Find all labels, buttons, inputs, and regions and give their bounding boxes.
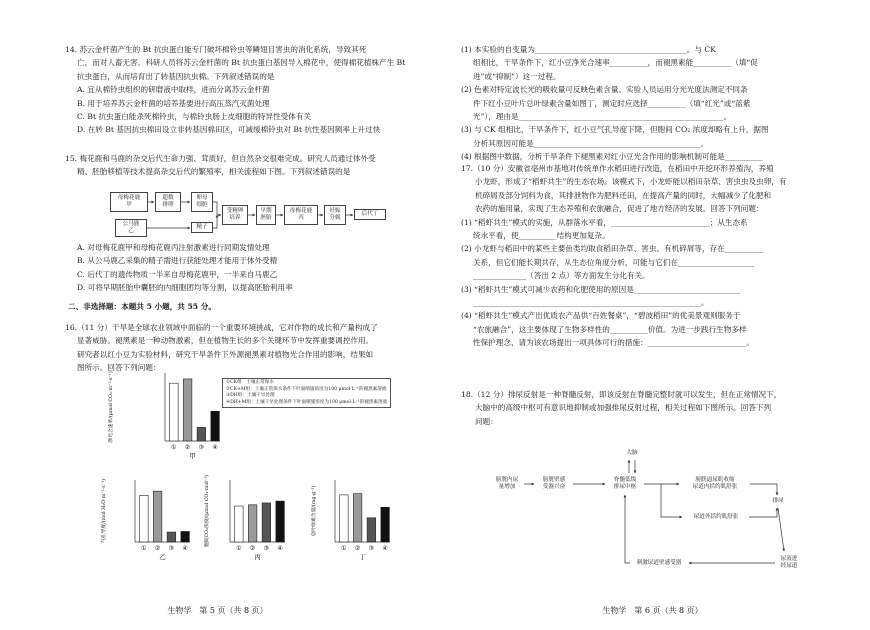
text-line: 关系，但它们能长期共存，从生态位角度分析，可能与它们在____________________ bbox=[473, 257, 754, 267]
flow-box-female-sika-deer-c: 母梅花鹿 丙 bbox=[284, 205, 318, 225]
text-line: B. 用于培养苏云金杆菌的培养基要进行高压蒸汽灭菌处理 bbox=[77, 98, 270, 108]
y-axis-label: 总叶绿素含量/(mg·g⁻¹) bbox=[312, 485, 317, 537]
flow-box-sperm: 精子 bbox=[191, 222, 213, 233]
text-line: 18.（12 分）排尿反射是一种脊髓反射，即该反射在脊髓完整时就可以发生，但在正常情况下， bbox=[461, 390, 782, 399]
x-tick-label: ② bbox=[354, 545, 361, 552]
text-line: 研究者以红小豆为实验材料，研究干旱条件下外源褪黑素对植物光合作用的影响，结果如 bbox=[77, 349, 374, 359]
text-line: 抗虫蛋白，从而培育出了转基因抗虫棉。下列叙述错误的是 bbox=[77, 71, 275, 81]
x-tick-label: ③ bbox=[263, 545, 270, 552]
bar-1 bbox=[140, 496, 149, 543]
chart-1 bbox=[100, 479, 190, 561]
text-line: (3) 与 CK 组相比，干旱条件下，红小豆气孔导度下降，但胞间 CO₂ 浓度却略有上升，据图 bbox=[461, 125, 769, 135]
x-tick-label: ① bbox=[141, 545, 147, 552]
bar-4 bbox=[181, 531, 190, 542]
bar-4 bbox=[211, 411, 220, 441]
x-tick-label: ② bbox=[184, 444, 191, 451]
chart-0 bbox=[107, 371, 220, 460]
text-line: (2) 小龙虾与稻田中的某些主要鱼类均取食稻田杂草、害虫、有机碎屑等，存在__________ bbox=[461, 244, 763, 254]
text-line: (1) 本实验的自变量为________________________________________。与 CK bbox=[461, 45, 716, 54]
bar-2 bbox=[248, 505, 257, 542]
text-line: C. 后代丁的遗传物质一半来自母梅花鹿甲，一半来自马鹿乙 bbox=[77, 269, 278, 279]
diagram-node-urine-passes: 尿液进 经尿道 bbox=[776, 553, 802, 573]
chart-title: 乙 bbox=[159, 553, 166, 561]
text-line: 分析其原因可能是____________________________________________。 bbox=[473, 138, 709, 148]
y-axis-label: 净光合速率/(μmol CO₂·m⁻²·s⁻¹) bbox=[109, 371, 114, 443]
flow-box-female-sika-deer-a: 母梅花鹿 甲 bbox=[110, 192, 148, 212]
text-line: 14. 苏云金杆菌产生的 Bt 抗虫蛋白能专门破坏棉铃虫等鳞翅目害虫的消化系统，导致其死 bbox=[65, 45, 367, 54]
legend-entry: ③DH组：土壤干旱处理 bbox=[226, 393, 275, 399]
bar-1 bbox=[235, 506, 244, 542]
diagram-node-external-sphincter: 尿道外括约肌舒张 bbox=[683, 512, 749, 523]
section-2-heading: 二、非选择题：本题共 5 小题，共 55 分。 bbox=[68, 302, 216, 311]
diagram-node-spinal-center: 脊髓低级 排尿中枢 bbox=[606, 474, 644, 494]
y-axis-label: 胞间CO₂浓度/(μmol CO₂·mol⁻¹) bbox=[205, 474, 210, 548]
text-line: D. 在转 Bt 基因抗虫棉田设立非转基因棉田区，可减缓棉铃虫对 Bt 抗性基因频率上升过快 bbox=[77, 125, 381, 135]
diagram-node-brain: 大脑 bbox=[622, 448, 642, 459]
text-line: A. 宜从棉铃虫组织的研磨液中取样，进而分离苏云金杆菌 bbox=[77, 85, 270, 95]
x-tick-label: ④ bbox=[212, 444, 218, 451]
bar-3 bbox=[197, 427, 206, 441]
bar-4 bbox=[381, 507, 390, 542]
y-axis-label: 气孔导度/(mol H₂O·m⁻²·s⁻¹) bbox=[102, 478, 107, 544]
bar-2 bbox=[153, 491, 162, 542]
bar-3 bbox=[367, 518, 376, 542]
page-6-footer: 生物学 第 6 页（共 8 页） bbox=[602, 606, 703, 615]
flow-box-zygote-culture: 受精卵 培养 bbox=[222, 205, 248, 225]
x-tick-label: ③ bbox=[368, 545, 375, 552]
bar-4 bbox=[276, 501, 285, 542]
chart-title: 甲 bbox=[189, 452, 196, 460]
text-line: 小龙虾，形成了“稻虾共生”的生态农场。该模式下，小龙虾能以稻田杂草、害虫虫及虫卵，有 bbox=[475, 177, 787, 187]
text-line: 进”或“抑制”）这一过程。 bbox=[473, 71, 561, 81]
x-tick-label: ① bbox=[341, 545, 347, 552]
x-tick-label: ③ bbox=[168, 545, 175, 552]
chart-3 bbox=[310, 480, 390, 561]
text-line: B. 从公马鹿乙采集的精子需进行获能处理才能用于体外受精 bbox=[77, 256, 278, 266]
text-line: (1) “稻虾共生”模式的实施，从群落水平看，__________________________；从生态系 bbox=[461, 217, 748, 227]
text-line: 组相比，干旱条件下，红小豆净光合速率__________，而褪黑素能__________（填“促 bbox=[473, 58, 758, 68]
flow-box-oocyte: 卵母 细胞 bbox=[191, 192, 213, 212]
text-line: 图所示。回答下列问题： bbox=[77, 363, 161, 373]
bar-1 bbox=[340, 495, 349, 542]
x-tick-label: ① bbox=[171, 444, 177, 451]
text-line: 农药的施用量，实现了生态养殖和农旅融合，促进了地方经济的发展。回答下列问题： bbox=[475, 204, 764, 214]
chart-2 bbox=[203, 475, 285, 561]
diagram-node-bladder-receptor: 膀胱壁感 受器兴奋 bbox=[535, 474, 573, 494]
text-line: ______________（答出 2 点）等方面发生分化有关。 bbox=[473, 271, 650, 281]
text-line: (4) “稻虾共生”模式产出优质农产品供“百姓餐桌”，“碧波稻田”的优美景观则服务于 bbox=[461, 311, 741, 321]
text-line: 机碎屑及部分饲料为食，其排泄物作为肥料还田，在提高产量的同时，大幅减少了化肥和 bbox=[475, 190, 772, 200]
flow-box-early-embryo: 早期 胚胎 bbox=[256, 205, 276, 225]
text-line: 大脑中的高级中枢可有意识地抑制或加强排尿反射过程，相关过程如下图所示。回答下列 bbox=[475, 403, 772, 413]
text-line: “农旅融合”，这主要体现了生物多样性的__________价值。为进一步践行生物多样 bbox=[473, 324, 747, 334]
legend-entry: ②CK+M组：土壤正常保水条件下叶面喷施浓度为100 μmol·L⁻¹的褪黑素溶液 bbox=[226, 386, 387, 392]
text-line: 件下红小豆叶片总叶绿素含量如图丁，测定时应选择__________（填“红光”或“蓝紫 bbox=[473, 98, 751, 108]
bar-2 bbox=[353, 494, 362, 542]
text-line: (2) 色素对特定波长光的吸收量可反映色素含量。实验人员运用分光光度法测定不同条 bbox=[461, 85, 748, 95]
bar-3 bbox=[262, 503, 271, 542]
bar-2 bbox=[183, 379, 192, 441]
x-tick-label: ④ bbox=[182, 545, 188, 552]
x-tick-label: ② bbox=[249, 545, 256, 552]
text-line: 17.（10 分）安徽省亳州市基地对传统单作水稻田进行改造，在稻田中开挖环形养殖沟，养殖 bbox=[461, 164, 774, 173]
flow-box-superovulation: 超数 排卵 bbox=[155, 192, 181, 212]
page-5-footer: 生物学 第 5 页（共 8 页） bbox=[167, 606, 268, 615]
text-line: 精、胚胎移植等技术提高杂交后代的繁殖率，相关流程如下图。下列叙述错误的是 bbox=[77, 167, 351, 177]
diagram-node-urination: 排尿 bbox=[768, 496, 788, 507]
text-line: 问题： bbox=[475, 416, 498, 426]
bar-3 bbox=[167, 532, 176, 542]
text-line: 显著威胁。褪黑素是一种动物激素，但在植物生长的多个关键环节中发挥重要调控作用。 bbox=[77, 336, 374, 346]
chart-title: 丙 bbox=[254, 553, 261, 561]
flow-box-pregnancy-birth: 妊娠 分娩 bbox=[324, 205, 346, 225]
legend-entry: ④DH+M组：土壤干旱处理条件下叶面喷施浓度为100 μmol·L⁻¹的褪黑素溶液 bbox=[226, 399, 388, 405]
text-line: 15. 梅花鹿和马鹿的杂交后代生命力强、茸质好，但自然杂交很难完成。研究人员通过体外受 bbox=[65, 154, 376, 163]
text-line: (4) 根据图中数据，分析干旱条件下褪黑素对红小豆光合作用的影响机制可能是__________ bbox=[461, 152, 763, 162]
text-line: 性保护理念，请为该农场提出一项具体可行的措施：__________________________。 bbox=[473, 338, 754, 348]
text-line: D. 可将早期胚胎中囊胚的内细胞团均等分割，以提高胚胎利用率 bbox=[77, 283, 293, 293]
diagram-node-urethra-receptor: 刺激尿道壁感受器 bbox=[630, 558, 688, 569]
text-line: 统水平看，使__________结构更加复杂。 bbox=[473, 231, 610, 240]
x-tick-label: ① bbox=[236, 545, 242, 552]
x-tick-label: ④ bbox=[277, 545, 283, 552]
text-line: ____________________________________________________________。 bbox=[473, 298, 709, 307]
reflex-diagram-arrows bbox=[435, 0, 870, 630]
text-line: (3) “稻虾共生”模式可减少农药和化肥使用的原因是____________________________ bbox=[461, 284, 741, 294]
x-tick-label: ② bbox=[154, 545, 161, 552]
text-line: 16.（11 分）干旱是全球农业领域中面临的一个重要环境挑战，它对作物的成长和产量构成了 bbox=[65, 323, 378, 332]
text-line: C. Bt 抗虫蛋白能杀死棉铃虫，与棉铃虫肠上皮细胞的特异性受体有关 bbox=[77, 112, 312, 121]
flow-box-male-red-deer-b: 公马鹿 乙 bbox=[115, 219, 147, 237]
text-line: 亡，而对人畜无害。科研人员将苏云金杆菌的 Bt 抗虫蛋白基因导入棉花中，使得棉花植株产生 Bt bbox=[77, 58, 406, 68]
legend-entry: ①CK组：土壤正常保水 bbox=[226, 380, 274, 385]
bar-1 bbox=[170, 383, 179, 441]
text-line: A. 对母梅花鹿甲和母梅花鹿丙注射激素进行同期发情处理 bbox=[77, 243, 270, 252]
text-line: 光”），理由是______________________________________________________。 bbox=[473, 112, 732, 121]
x-tick-label: ③ bbox=[198, 444, 205, 451]
diagram-node-urine-increase: 膀胱内尿 量增加 bbox=[490, 474, 524, 494]
flow-box-offspring-d: 后代丁 bbox=[354, 209, 386, 220]
x-tick-label: ④ bbox=[382, 545, 388, 552]
diagram-node-detrusor-contract: 膀胱逼尿肌收缩 尿道内括约肌舒张 bbox=[680, 474, 750, 494]
chart-title: 丁 bbox=[359, 553, 366, 561]
page-6 bbox=[435, 0, 870, 630]
